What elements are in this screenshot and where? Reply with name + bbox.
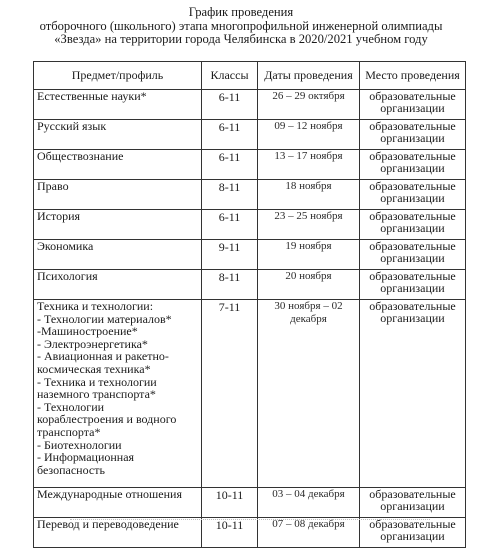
page-cut-edge	[70, 519, 430, 523]
subject-cell: Экономика	[34, 240, 202, 270]
dates-cell: 07 – 08 декабря	[258, 518, 360, 548]
subject-cell-tech	[34, 300, 202, 488]
grades-cell: 8-11	[202, 270, 258, 300]
dates-cell: 13 – 17 ноября	[258, 150, 360, 180]
subject-cell: Обществознание	[34, 150, 202, 180]
place-cell: образовательные организации	[360, 240, 466, 270]
place-cell: образовательные организации	[360, 488, 466, 518]
subject-cell: Психология	[34, 270, 202, 300]
grades-cell: 9-11	[202, 240, 258, 270]
place-cell: образовательные организации	[360, 90, 466, 120]
document-header	[0, 6, 482, 47]
subject-line: - Техника и технологии	[37, 374, 157, 389]
grades-cell: 6-11	[202, 90, 258, 120]
place-cell: образовательные организации	[360, 270, 466, 300]
table-row	[34, 488, 466, 518]
place-cell: образовательные организации	[360, 150, 466, 180]
dates-cell: 19 ноября	[258, 240, 360, 270]
table-row	[34, 180, 466, 210]
place-cell: образовательные организации	[360, 180, 466, 210]
subject-line: - Авиационная и ракетно-	[37, 349, 169, 364]
grades-cell: 6-11	[202, 120, 258, 150]
column-header-dates: Даты проведения	[258, 62, 360, 90]
schedule-table	[33, 61, 466, 548]
header-subtitle: отборочного (школьного) этапа многопрофильной инженерной олимпиады	[39, 18, 443, 33]
subject-line: - Технологии	[37, 399, 105, 414]
column-header-place: Место проведения	[360, 62, 466, 90]
dates-cell: 23 – 25 ноября	[258, 210, 360, 240]
table-row	[34, 90, 466, 120]
dates-cell: 03 – 04 декабря	[258, 488, 360, 518]
subject-line: кораблестроения и водного	[37, 412, 177, 427]
subject-line: - Биотехнологии	[37, 437, 122, 452]
subject-line: - Технологии материалов*	[37, 311, 172, 326]
table-row	[34, 150, 466, 180]
subject-cell: История	[34, 210, 202, 240]
subject-cell: Перевод и переводоведение	[34, 518, 202, 548]
grades-cell: 10-11	[202, 488, 258, 518]
table-row-tech	[34, 300, 466, 488]
header-title: График проведения	[188, 5, 294, 19]
table-row	[34, 270, 466, 300]
grades-cell: 8-11	[202, 180, 258, 210]
header-subtitle-2: «Звезда» на территории города Челябинска в 2020/2021 учебном году	[54, 32, 428, 47]
grades-cell: 10-11	[202, 518, 258, 548]
place-cell: образовательные организации	[360, 300, 466, 488]
dates-cell: 26 – 29 октября	[258, 90, 360, 120]
subject-line: безопасность	[37, 462, 105, 477]
grades-cell: 6-11	[202, 150, 258, 180]
grades-cell: 7-11	[202, 300, 258, 488]
dates-cell: 30 ноября – 02 декабря	[258, 300, 360, 488]
subject-line: наземного транспорта*	[37, 387, 156, 402]
subject-cell: Русский язык	[34, 120, 202, 150]
grades-cell: 6-11	[202, 210, 258, 240]
subject-line: космическая техника*	[37, 361, 151, 376]
table-row	[34, 240, 466, 270]
table-row	[34, 120, 466, 150]
column-header-subject: Предмет/профиль	[34, 62, 202, 90]
place-cell: образовательные организации	[360, 120, 466, 150]
dates-cell: 09 – 12 ноября	[258, 120, 360, 150]
subject-line: транспорта*	[37, 424, 101, 439]
subject-line: - Информационная	[37, 450, 135, 465]
column-header-grades: Классы	[202, 62, 258, 90]
subject-cell: Международные отношения	[34, 488, 202, 518]
place-cell: образовательные организации	[360, 518, 466, 548]
subject-line: -Машиностроение*	[37, 324, 138, 339]
place-cell: образовательные организации	[360, 210, 466, 240]
dates-cell: 20 ноября	[258, 270, 360, 300]
subject-line: Техника и технологии:	[37, 299, 154, 313]
subject-line: - Электроэнергетика*	[37, 336, 148, 351]
subject-cell: Право	[34, 180, 202, 210]
table-header-row	[34, 62, 466, 90]
dates-cell: 18 ноября	[258, 180, 360, 210]
table-row	[34, 210, 466, 240]
subject-cell: Естественные науки*	[34, 90, 202, 120]
